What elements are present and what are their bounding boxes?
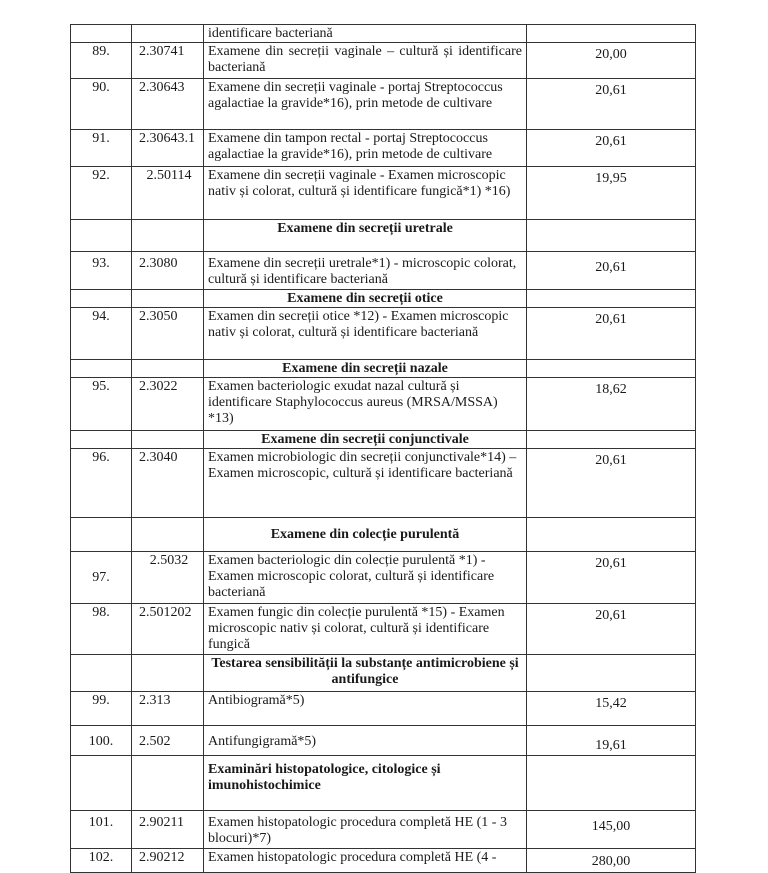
service-description: identificare bacteriană [204, 25, 527, 43]
service-price: 20,61 [527, 252, 696, 290]
code-cell [132, 290, 204, 308]
row-number: 97. [71, 552, 132, 604]
section-title: Examene din secreții otice [204, 290, 527, 308]
code-cell [132, 518, 204, 552]
service-price: 20,61 [527, 130, 696, 167]
service-price: 145,00 [527, 811, 696, 849]
table-row [71, 726, 696, 756]
price-cell [527, 756, 696, 811]
section-header-row [71, 756, 696, 811]
tariff-table-body [71, 25, 696, 873]
code-cell [132, 360, 204, 378]
service-price: 18,62 [527, 378, 696, 431]
service-description: Examene din secreții vaginale - portaj Streptococcus agalactiae la gravide*16), prin metode de cultivare [204, 79, 527, 130]
service-description: Examen bacteriologic din colecție purulentă *1) - Examen microscopic colorat, cultură și identificare bacteriană [204, 552, 527, 604]
section-title: Examene din secreții uretrale [204, 220, 527, 252]
table-row [71, 252, 696, 290]
service-code: 2.30643 [132, 79, 204, 130]
service-code [132, 25, 204, 43]
service-price: 20,00 [527, 43, 696, 79]
row-number-cell [71, 655, 132, 692]
table-row [71, 449, 696, 518]
row-number: 99. [71, 692, 132, 726]
table-row [71, 811, 696, 849]
service-code: 2.501202 [132, 604, 204, 655]
service-price: 20,61 [527, 449, 696, 518]
service-description: Examen bacteriologic exudat nazal cultură și identificare Staphylococcus aureus (MRSA/MSSA) *13) [204, 378, 527, 431]
service-price: 20,61 [527, 308, 696, 360]
row-number-cell [71, 431, 132, 449]
section-header-row [71, 360, 696, 378]
code-cell [132, 655, 204, 692]
code-cell [132, 431, 204, 449]
service-code: 2.30741 [132, 43, 204, 79]
service-price: 19,61 [527, 726, 696, 756]
section-header-row [71, 431, 696, 449]
service-code: 2.30643.1 [132, 130, 204, 167]
row-number: 92. [71, 167, 132, 220]
section-header-row [71, 655, 696, 692]
row-number-cell [71, 220, 132, 252]
section-header-row [71, 290, 696, 308]
table-row [71, 552, 696, 604]
service-description: Examen histopatologic procedura completă HE (1 - 3 blocuri)*7) [204, 811, 527, 849]
section-title: Examinări histopatologice, citologice și imunohistochimice [204, 756, 527, 811]
table-row [71, 130, 696, 167]
table-row [71, 849, 696, 873]
service-description: Examen fungic din colecție purulentă *15) - Examen microscopic nativ și colorat, cultură și identificare fungică [204, 604, 527, 655]
row-number-cell [71, 360, 132, 378]
table-row [71, 79, 696, 130]
service-code: 2.3022 [132, 378, 204, 431]
row-number: 101. [71, 811, 132, 849]
service-code: 2.3050 [132, 308, 204, 360]
row-number-cell [71, 290, 132, 308]
price-cell [527, 360, 696, 378]
service-code: 2.502 [132, 726, 204, 756]
table-row [71, 378, 696, 431]
table-row [71, 308, 696, 360]
table-row [71, 43, 696, 79]
tariff-table [70, 24, 696, 873]
service-code: 2.5032 [132, 552, 204, 604]
row-number: 96. [71, 449, 132, 518]
row-number: 95. [71, 378, 132, 431]
row-number-cell [71, 756, 132, 811]
service-description: Examene din secreții vaginale - Examen microscopic nativ și colorat, cultură și identificare fungică*1) *16) [204, 167, 527, 220]
row-number-cell [71, 518, 132, 552]
row-number: 102. [71, 849, 132, 873]
service-code: 2.3080 [132, 252, 204, 290]
price-cell [527, 518, 696, 552]
service-description: Examene din secreții vaginale – cultură și identificare bacteriană [204, 43, 527, 79]
row-number: 89. [71, 43, 132, 79]
price-cell [527, 655, 696, 692]
service-price [527, 25, 696, 43]
row-number [71, 25, 132, 43]
code-cell [132, 756, 204, 811]
service-price: 280,00 [527, 849, 696, 873]
table-row [71, 25, 696, 43]
row-number: 94. [71, 308, 132, 360]
table-row [71, 167, 696, 220]
service-price: 20,61 [527, 552, 696, 604]
service-code: 2.313 [132, 692, 204, 726]
service-description: Examene din tampon rectal - portaj Streptococcus agalactiae la gravide*16), prin metode de cultivare [204, 130, 527, 167]
service-price: 20,61 [527, 79, 696, 130]
price-cell [527, 290, 696, 308]
service-description: Examen din secreții otice *12) - Examen microscopic nativ și colorat, cultură și identificare bacteriană [204, 308, 527, 360]
service-code: 2.50114 [132, 167, 204, 220]
service-description: Examene din secreții uretrale*1) - microscopic colorat, cultură și identificare bacteriană [204, 252, 527, 290]
row-number: 93. [71, 252, 132, 290]
service-price: 19,95 [527, 167, 696, 220]
row-number: 100. [71, 726, 132, 756]
section-header-row [71, 518, 696, 552]
service-description: Antibiogramă*5) [204, 692, 527, 726]
service-description: Antifungigramă*5) [204, 726, 527, 756]
section-title: Examene din secreții conjunctivale [204, 431, 527, 449]
service-description: Examen microbiologic din secreții conjunctivale*14) – Examen microscopic, cultură și identificare bacteriană [204, 449, 527, 518]
section-title: Examene din colecție purulentă [204, 518, 527, 552]
section-header-row [71, 220, 696, 252]
row-number: 98. [71, 604, 132, 655]
service-code: 2.3040 [132, 449, 204, 518]
table-row [71, 692, 696, 726]
price-cell [527, 431, 696, 449]
row-number: 90. [71, 79, 132, 130]
service-description: Examen histopatologic procedura completă HE (4 - [204, 849, 527, 873]
service-price: 15,42 [527, 692, 696, 726]
service-code: 2.90212 [132, 849, 204, 873]
section-title: Examene din secreții nazale [204, 360, 527, 378]
row-number: 91. [71, 130, 132, 167]
table-row [71, 604, 696, 655]
service-code: 2.90211 [132, 811, 204, 849]
code-cell [132, 220, 204, 252]
section-title: Testarea sensibilității la substanțe antimicrobiene și antifungice [204, 655, 527, 692]
service-price: 20,61 [527, 604, 696, 655]
price-cell [527, 220, 696, 252]
